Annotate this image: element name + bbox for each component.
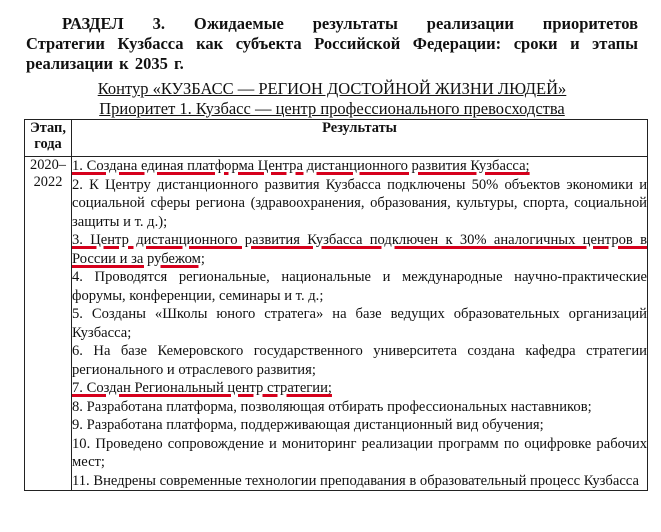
section-heading-line-2: Стратегии Кузбасса как субъекта Российской Федерации: сроки и этапы xyxy=(26,34,638,53)
header-stage-line-1: Этап, xyxy=(30,120,66,136)
result-item-3 xyxy=(72,231,647,268)
results-cell xyxy=(72,157,648,491)
stage-line-2: 2022 xyxy=(33,174,63,190)
result-item-1-text: 1. Создана единая платформа Центра дистанционного развития Кузбасса; xyxy=(72,158,530,174)
result-item-3-text: 3. Центр дистанционного развития Кузбасса подключен к 30% аналогичных центров в России и за рубежом; xyxy=(72,232,647,267)
header-stage-line-2: года xyxy=(34,136,62,152)
section-heading xyxy=(26,14,638,74)
result-item-6: 6. На базе Кемеровского государственного университета создана кафедра стратегии регионального и отраслевого развития; xyxy=(72,343,647,378)
section-heading-line-3: реализации к 2035 г. xyxy=(26,54,184,73)
result-item-11: 11. Внедрены современные технологии преподавания в образовательный процесс Кузбасса xyxy=(72,472,639,489)
result-item-10: 10. Проведено сопровождение и мониторинг реализации программ по оцифровке рабочих мест; xyxy=(72,435,647,470)
stage-cell xyxy=(25,157,72,491)
result-item-4: 4. Проводятся региональные, национальные и международные научно-практические форумы, конференции, семинары и т. д.; xyxy=(72,269,647,304)
result-item-1 xyxy=(72,157,647,176)
stage-line-1: 2020– xyxy=(30,157,66,173)
contour-title: Контур «КУЗБАСС — РЕГИОН ДОСТОЙНОЙ ЖИЗНИ ЛЮДЕЙ» xyxy=(97,79,567,98)
header-results: Результаты xyxy=(72,120,648,157)
section-heading-line-1: РАЗДЕЛ 3. Ожидаемые результаты реализации приоритетов xyxy=(62,14,638,33)
result-item-9: 9. Разработана платформа, поддерживающая дистанционный вид обучения; xyxy=(72,417,544,433)
priority-title: Приоритет 1. Кузбасс — центр профессионального превосходства xyxy=(99,99,565,118)
header-stage xyxy=(25,120,72,157)
result-item-2: 2. К Центру дистанционного развития Кузбасса подключены 50% объектов экономики и социальной сферы региона (здравоохранения, образования, культуры, спорта, социальной защиты и т. д.); xyxy=(72,176,647,230)
table-header-row xyxy=(25,120,648,157)
table-row xyxy=(25,157,648,491)
results-table xyxy=(24,119,648,491)
result-item-7 xyxy=(72,379,647,398)
result-item-8: 8. Разработана платформа, позволяющая отбирать профессиональных наставников; xyxy=(72,398,592,415)
result-item-7-text: 7. Создан Региональный центр стратегии; xyxy=(72,380,332,396)
result-item-5: 5. Созданы «Школы юного стратега» на базе ведущих образовательных организаций Кузбасса; xyxy=(72,306,647,341)
